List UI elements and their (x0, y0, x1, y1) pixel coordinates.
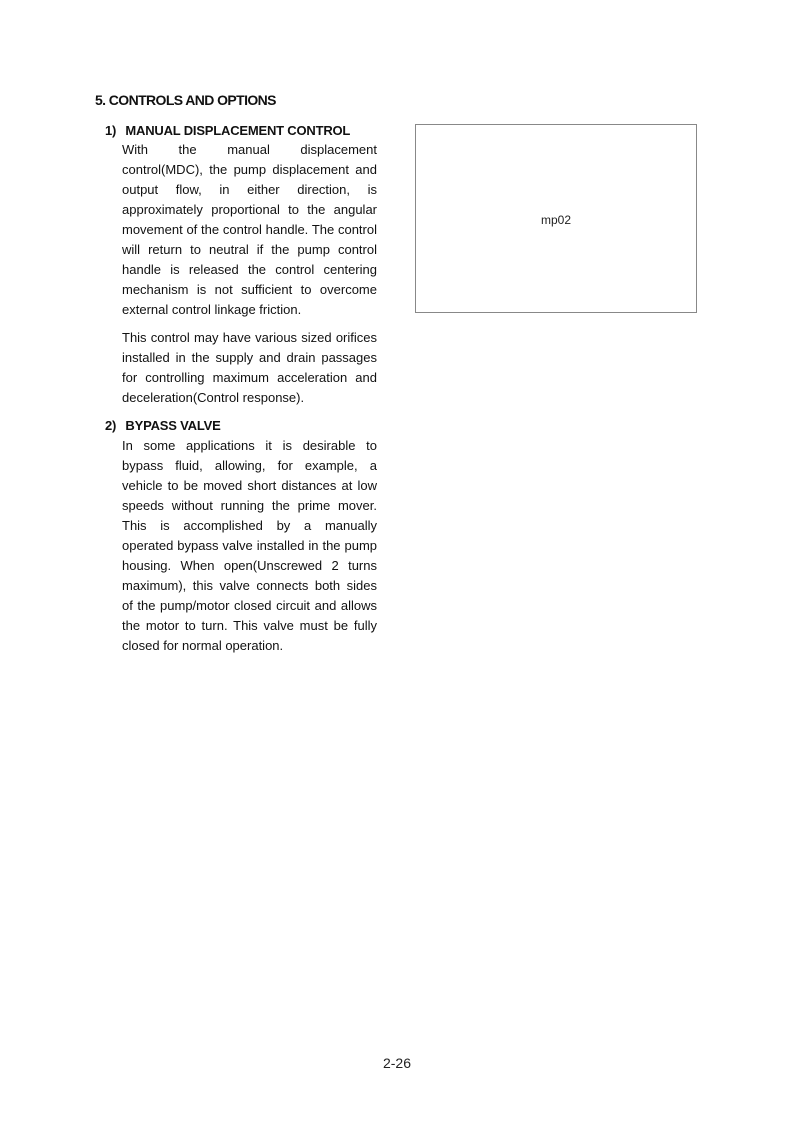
subsection-title: BYPASS VALVE (125, 418, 221, 433)
subsection-number: 1) (105, 123, 117, 138)
paragraph-bypass-valve-description: In some applications it is desirable to bypass fluid, allowing, for example, a vehicle to be moved short distances at low speeds without running the prime mover. This is accomplished by a manually operated bypass valve installed in the pump housing. When open(Unscrewed 2 turns maximum), this valve connects both sides of the pump/motor closed circuit and allows the motor to turn. This valve must be fully closed for normal operation. (122, 438, 377, 653)
figure-label: mp02 (540, 213, 572, 227)
paragraph-mdc-description: With the manual displacement control(MDC), the pump displacement and output flow, in either direction, is approximately proportional to the angular movement of the control handle. The control will return to neutral if the pump control handle is released the control centering mechanism is not sufficient to overcome external control linkage friction. (122, 142, 377, 317)
subsection-heading-bypass-valve (105, 418, 221, 433)
page-number: 2-26 (382, 1055, 412, 1071)
section-title: 5. CONTROLS AND OPTIONS (95, 92, 276, 108)
subsection-number: 2) (105, 418, 117, 433)
subsection-heading-manual-displacement-control (105, 123, 350, 138)
subsection-title: MANUAL DISPLACEMENT CONTROL (125, 123, 351, 138)
figure-placeholder (415, 124, 697, 313)
paragraph-mdc-orifices: This control may have various sized orifices installed in the supply and drain passages for controlling maximum acceleration and deceleration(Control response). (122, 330, 377, 405)
